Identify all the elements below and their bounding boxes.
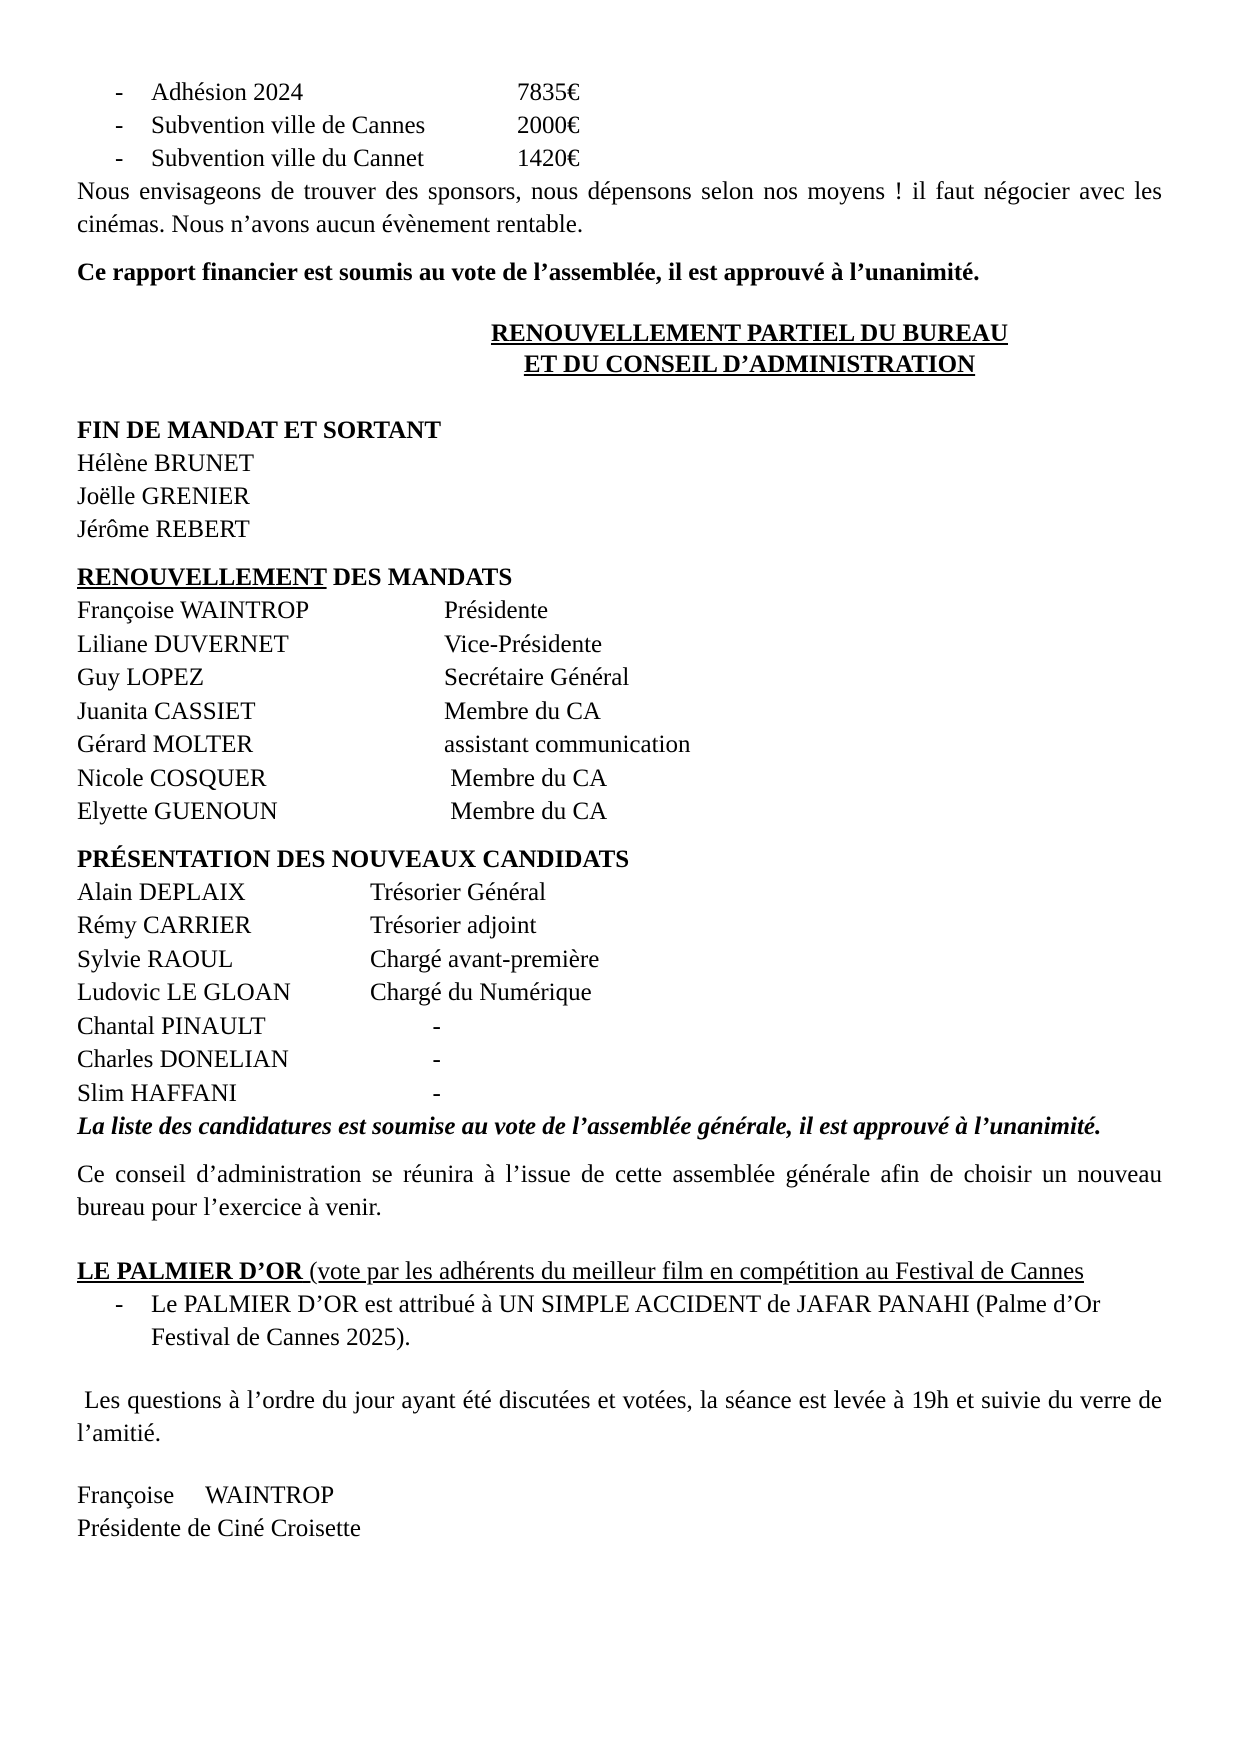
- fin-mandat-name: Hélène BRUNET: [77, 450, 255, 477]
- candidate-role: Trésorier adjoint: [370, 912, 537, 939]
- fin-mandat-name: Jérôme REBERT: [77, 516, 250, 543]
- finance-line: [77, 142, 1162, 175]
- finance-amount: 2000€: [517, 112, 580, 139]
- member-name: Elyette GUENOUN: [77, 798, 278, 825]
- bullet-dash: -: [115, 112, 124, 139]
- palmier-title: LE PALMIER D’OR: [77, 1258, 303, 1285]
- member-name: Gérard MOLTER: [77, 731, 254, 758]
- candidate-role: -: [370, 1046, 441, 1073]
- conseil-paragraph: Ce conseil d’administration se réunira à l’issue de cette assemblée générale afin de choisir un nouveau bureau pour l’exercice à venir.: [77, 1161, 1162, 1221]
- candidate-role: -: [370, 1079, 441, 1107]
- member-role: Vice-Présidente: [444, 630, 603, 658]
- member-row: [77, 795, 1162, 829]
- candidate-role: Chargé du Numérique: [370, 979, 592, 1006]
- member-name: Nicole COSQUER: [77, 764, 267, 792]
- member-row: [77, 762, 1162, 796]
- member-name: Guy LOPEZ: [77, 664, 205, 691]
- section-title-line-2: ET DU CONSEIL D’ADMINISTRATION: [523, 351, 976, 378]
- renouvellement-heading-rest: DES MANDATS: [326, 564, 513, 591]
- member-role: Membre du CA: [444, 697, 601, 725]
- candidate-role: Trésorier Général: [370, 878, 547, 906]
- member-role: Membre du CA: [444, 798, 608, 825]
- renouvellement-heading-underlined: RENOUVELLEMENT: [77, 564, 327, 591]
- document-page: [77, 76, 1169, 1545]
- candidats-section: [77, 843, 1162, 1111]
- candidate-role: -: [370, 1012, 441, 1040]
- member-row: [77, 661, 1162, 695]
- bullet-dash: -: [115, 79, 124, 106]
- candidate-row: [77, 909, 1162, 943]
- renouvellement-section: [77, 561, 1162, 829]
- candidate-row: [77, 943, 1162, 977]
- candidate-name: Rémy CARRIER: [77, 912, 252, 939]
- palmier-section: [77, 1255, 1162, 1354]
- signature-block: [77, 1479, 1162, 1545]
- palmier-item: [77, 1288, 1162, 1354]
- candidate-row: [77, 976, 1162, 1010]
- candidate-name: Alain DEPLAIX: [77, 878, 246, 906]
- bullet-dash: -: [115, 1291, 124, 1318]
- candidate-name: Ludovic LE GLOAN: [77, 979, 291, 1006]
- finance-line: [77, 76, 1162, 109]
- candidats-vote-statement: La liste des candidatures est soumise au vote de l’assemblée générale, il est approuvé à l’unanimité.: [77, 1113, 1102, 1140]
- member-role: Secrétaire Général: [444, 664, 630, 691]
- fin-mandat-heading: FIN DE MANDAT ET SORTANT: [77, 417, 441, 444]
- member-name: Liliane DUVERNET: [77, 630, 289, 658]
- candidate-name: Chantal PINAULT: [77, 1012, 266, 1040]
- member-row: [77, 695, 1162, 729]
- candidats-heading: PRÉSENTATION DES NOUVEAUX CANDIDATS: [77, 845, 630, 873]
- fin-mandat-name: Joëlle GRENIER: [77, 483, 250, 510]
- candidate-row: [77, 1010, 1162, 1044]
- finance-amount: 7835€: [517, 79, 580, 106]
- member-row: [77, 628, 1162, 662]
- palmier-heading: [77, 1255, 1162, 1288]
- member-role: assistant communication: [444, 731, 691, 758]
- candidate-row: [77, 1043, 1162, 1077]
- finance-vote-statement: Ce rapport financier est soumis au vote de l’assemblée, il est approuvé à l’unanimité.: [77, 259, 980, 286]
- closing-paragraph: Les questions à l’ordre du jour ayant été discutées et votées, la séance est levée à 19h et suivie du verre de l’amitié.: [77, 1387, 1169, 1447]
- candidate-name: Charles DONELIAN: [77, 1046, 289, 1073]
- member-role: Membre du CA: [444, 764, 608, 792]
- candidate-name: Slim HAFFANI: [77, 1079, 237, 1107]
- finance-label: Subvention ville du Cannet: [151, 145, 424, 172]
- finance-label: Adhésion 2024: [151, 79, 304, 106]
- finance-list: [77, 76, 1162, 175]
- candidate-role: Chargé avant-première: [370, 945, 600, 973]
- palmier-item-text: Le PALMIER D’OR est attribué à UN SIMPLE ACCIDENT de JAFAR PANAHI (Palme d’Or Festival de Cannes 2025).: [151, 1291, 1101, 1351]
- member-role: Présidente: [444, 597, 549, 624]
- sponsor-paragraph: Nous envisageons de trouver des sponsors, nous dépensons selon nos moyens ! il faut négocier avec les cinémas. Nous n’avons aucun évènement rentable.: [77, 178, 1162, 238]
- section-title-line-1: RENOUVELLEMENT PARTIEL DU BUREAU: [490, 320, 1009, 347]
- member-name: Françoise WAINTROP: [77, 597, 310, 624]
- renouvellement-heading: [77, 561, 1162, 594]
- finance-line: [77, 109, 1162, 142]
- signature-name: Françoise WAINTROP: [77, 1482, 335, 1509]
- finance-amount: 1420€: [517, 145, 580, 172]
- member-name: Juanita CASSIET: [77, 697, 256, 725]
- section-title: [77, 318, 1162, 380]
- candidate-row: [77, 876, 1162, 910]
- member-row: [77, 594, 1162, 628]
- member-row: [77, 728, 1162, 762]
- palmier-subtitle: (vote par les adhérents du meilleur film en compétition au Festival de Cannes: [302, 1258, 1084, 1285]
- candidate-name: Sylvie RAOUL: [77, 945, 234, 973]
- finance-label: Subvention ville de Cannes: [151, 112, 426, 139]
- bullet-dash: -: [115, 145, 124, 172]
- fin-mandat-section: [77, 414, 1162, 546]
- signature-title: Présidente de Ciné Croisette: [77, 1515, 361, 1542]
- candidate-row: [77, 1077, 1162, 1111]
